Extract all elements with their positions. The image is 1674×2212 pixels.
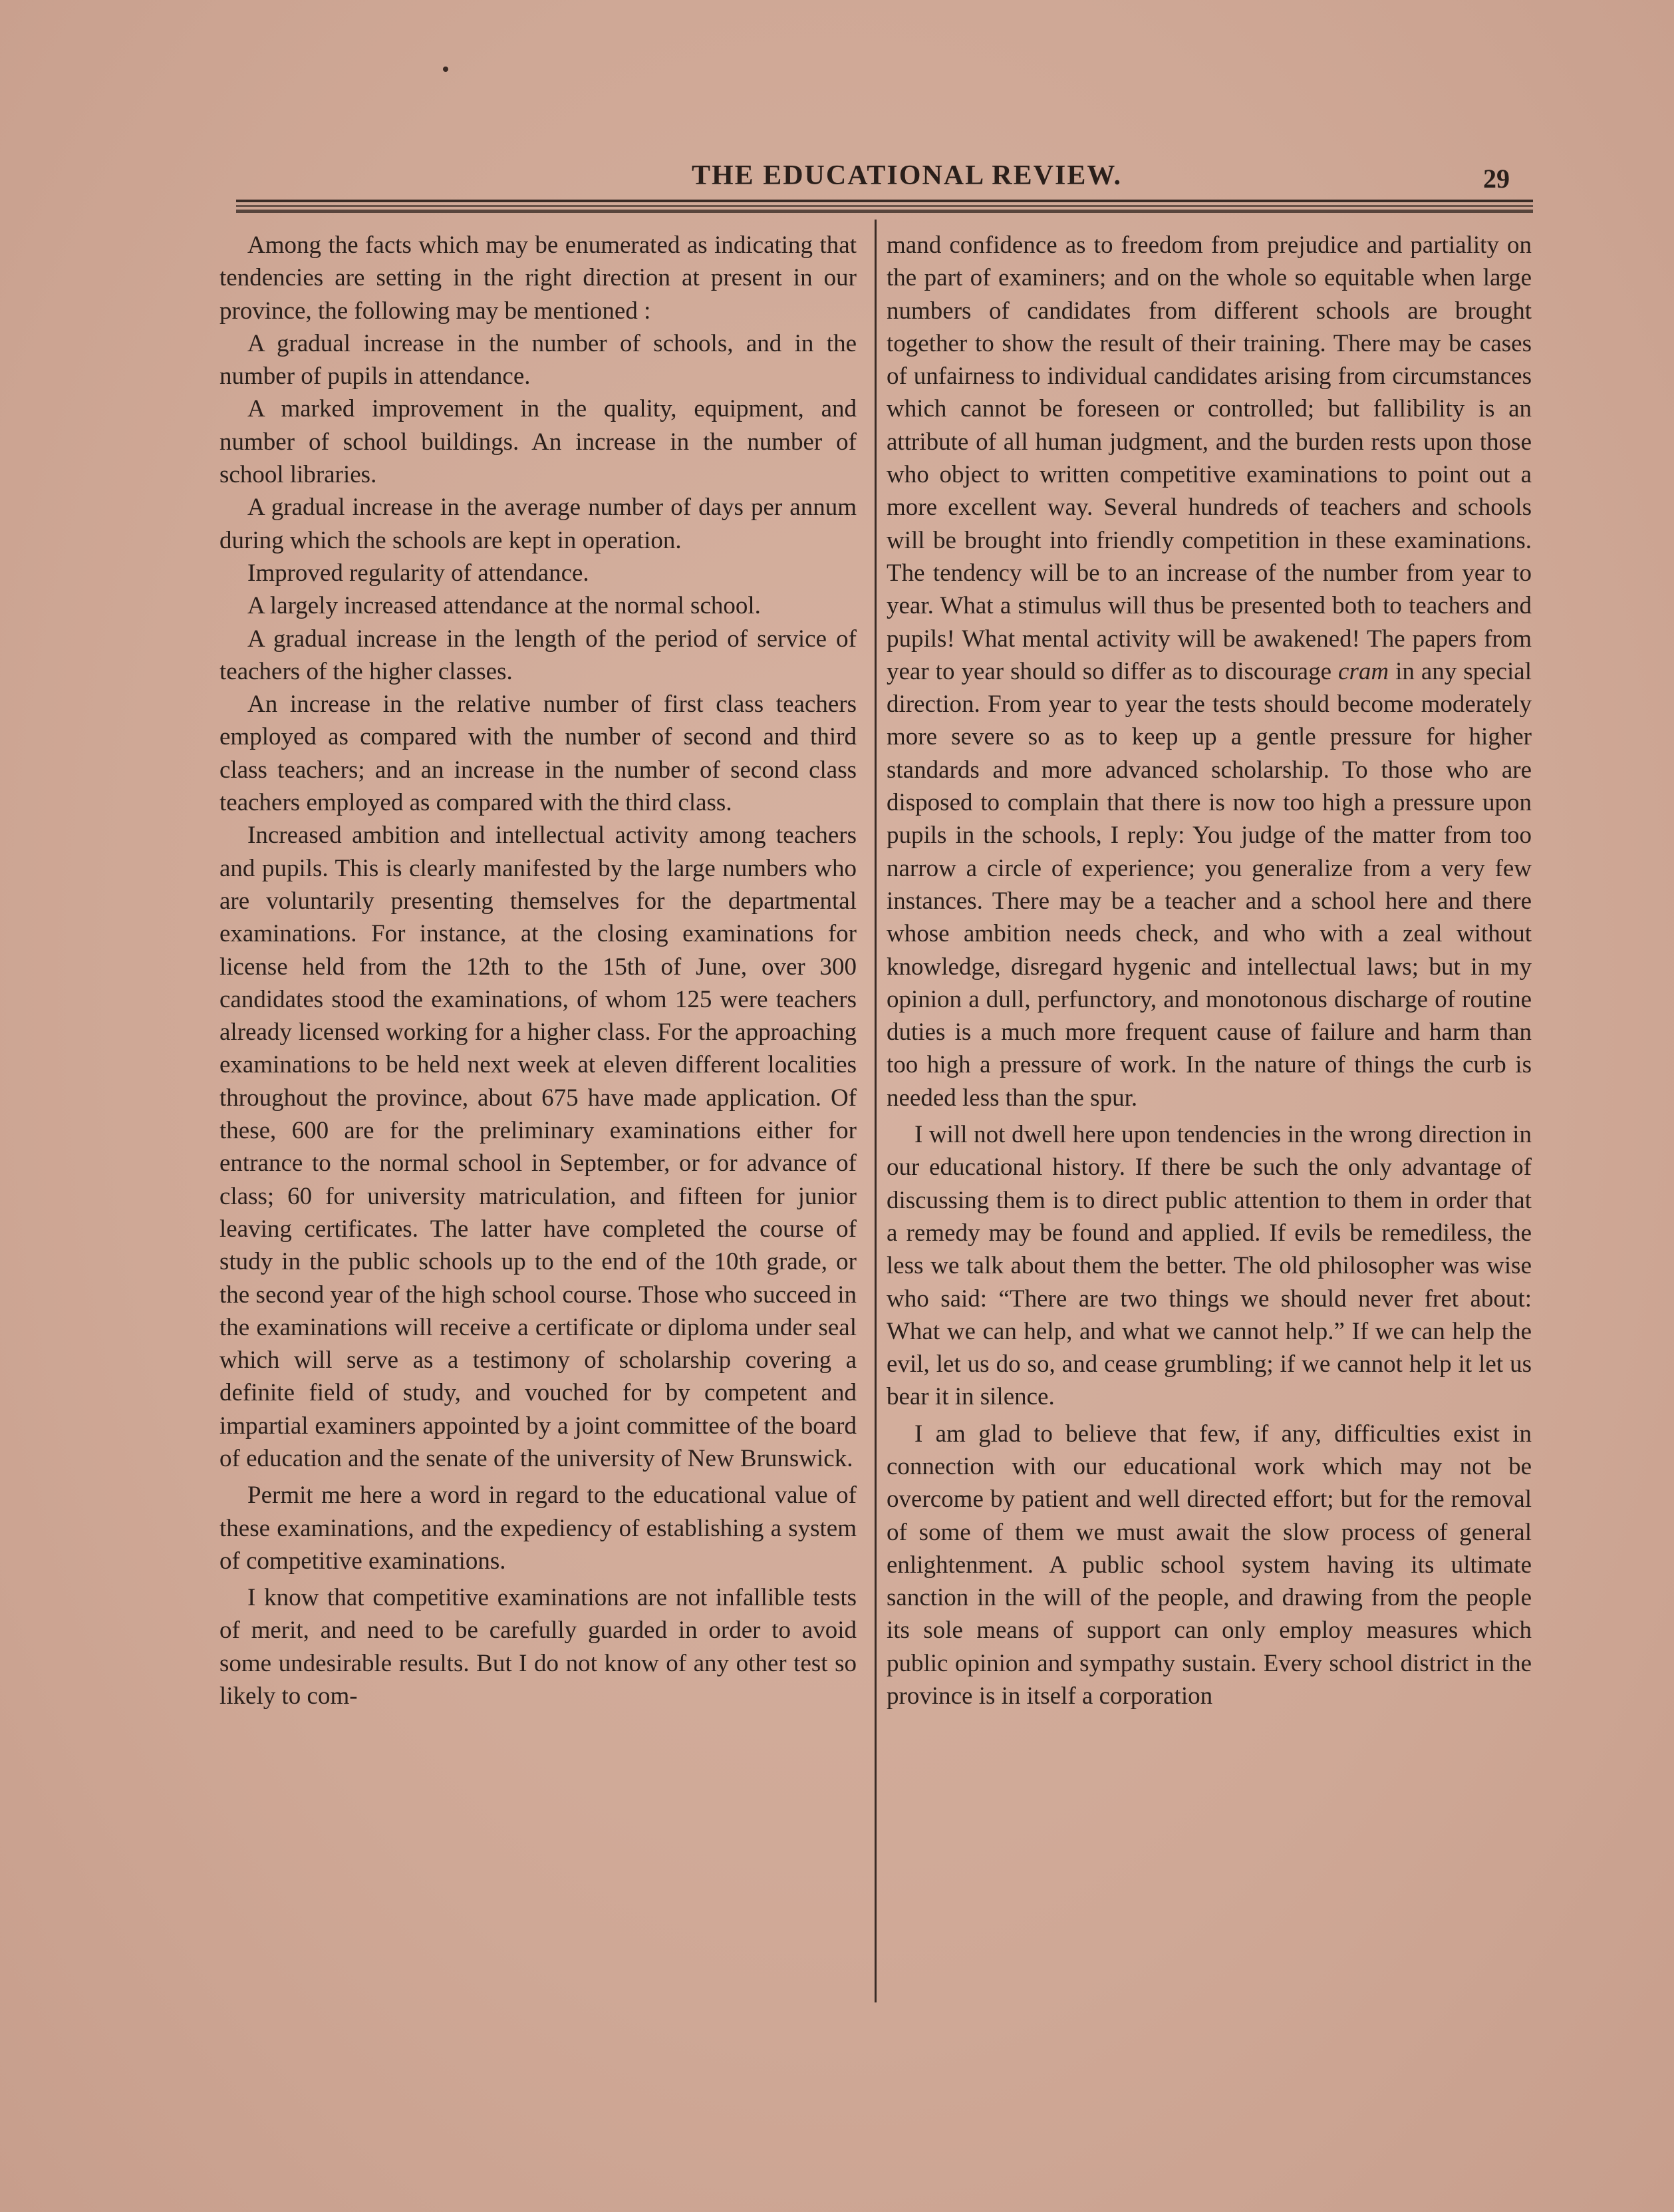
paragraph: A marked improvement in the quality, equipment, and number of school buildings. An increase in the number of school libraries.: [219, 395, 857, 489]
paragraph: A gradual increase in the average number of days per annum during which the schools are kept in operation.: [219, 494, 857, 554]
paragraph: Increased ambition and intellectual activity among teachers and pupils. This is clearly manifested by the large numbers who are voluntarily presenting themselves for the departmental examinations. For instance, at the closing examinations for license held from the 12th to the 15th of June, over 300 candidates stood the examinations, of whom 125 were teachers already licensed working for a higher class. For the approaching examinations to be held next week at eleven different localities throughout the province, about 675 have made application. Of these, 600 are for the preliminary examinations either for entrance to the normal school in September, or for advance of class; 60 for university matriculation, and fifteen for junior leaving certificates. The latter have completed the course of study in the public schools up to the end of the 10th grade, or the second year of the high school course. Those who succeed in the examinations will receive a certificate or diploma under seal which will serve as a testimony of scholarship covering a definite field of study, and vouched for by competent and impartial examiners appointed by a joint committee of the board of education and the senate of the university of New Brunswick.: [219, 822, 857, 1472]
paragraph-text: in any special direction. From year to year the tests should become moderately more severe so as to keep up a gentle pressure for higher standards and more advanced scholarship. To those who are disposed to complain that there is now too high a pressure upon pupils in the schools, I reply: You judge of the matter from too narrow a circle of experience; you generalize from a very few instances. There may be a teacher and a school here and there whose ambition needs check, and who with a zeal without knowledge, disregard hygenic and intellectual laws; but in my opinion a dull, perfunctory, and monotonous discharge of routine duties is a much more frequent cause of failure and harm than too high a pressure of work. In the nature of things the curb is needed less than the spur.: [887, 657, 1532, 1112]
header-rule: [236, 210, 1533, 213]
right-column: [887, 229, 1532, 1712]
ink-speck: [443, 67, 448, 72]
paragraph-text: mand confidence as to freedom from prejudice and partiality on the part of examiners; and on the whole so equitable when large numbers of candidates from different schools are brought together to show the result of their training. There may be cases of unfairness to individual candidates arising from circumstances which cannot be foreseen or controlled; but fallibility is an attribute of all human judgment, and the burden rests upon those who object to written competitive examinations to point out a more excellent way. Several hundreds of teachers and schools will be brought into friendly competition in these examinations. The tendency will be to an increase of the number from year to year. What a stimulus will thus be presented both to teachers and pupils! What mental activity will be awakened! The papers from year to year should so differ as to discourage: [887, 232, 1532, 685]
header-rule: [236, 205, 1533, 207]
column-divider: [875, 220, 877, 2002]
paragraph: A gradual increase in the number of schools, and in the number of pupils in attendance.: [219, 329, 857, 391]
paragraph: A gradual increase in the length of the period of service of teachers of the higher classes.: [219, 625, 857, 685]
paragraph: Improved regularity of attendance.: [247, 559, 589, 587]
paragraph: I know that competitive examinations are not infallible tests of merit, and need to be carefully guarded in order to avoid some undesirable results. But I do not know of any other test so likely to com-: [219, 1584, 857, 1710]
left-column: [219, 229, 857, 1712]
paragraph: A largely increased attendance at the normal school.: [247, 592, 761, 620]
header-rule: [236, 200, 1533, 202]
running-header-title: THE EDUCATIONAL REVIEW.: [692, 160, 1122, 191]
italic-word: cram: [1338, 657, 1389, 685]
page-number: 29: [1483, 164, 1510, 194]
paragraph: I am glad to believe that few, if any, difficulties exist in connection with our educational work which may not be overcome by patient and well directed effort; but for the removal of some of them we must await the slow process of general enlightenment. A public school system having its ultimate sanction in the will of the people, and drawing from the people its sole means of support can only employ measures which public opinion and sympathy sustain. Every school district in the province is in itself a corporation: [887, 1420, 1532, 1710]
paragraph: I will not dwell here upon tendencies in the wrong direction in our educational history. If there be such the only advantage of discussing them is to direct public attention to them in order that a remedy may be found and applied. If evils be remediless, the less we talk about them the better. The old philosopher was wise who said: “There are two things we should never fret about: What we can help, and what we cannot help.” If we can help the evil, let us do so, and cease grumbling; if we cannot help it let us bear it in silence.: [887, 1121, 1532, 1411]
paragraph: An increase in the relative number of first class teachers employed as compared with the number of second and third class teachers; and an increase in the number of second class teachers employed as compared with the third class.: [219, 691, 857, 817]
paragraph: Permit me here a word in regard to the educational value of these examinations, and the expediency of establishing a system of competitive examinations.: [219, 1482, 857, 1575]
paragraph-continued: [887, 229, 1532, 1114]
paragraph: Among the facts which may be enumerated as indicating that tendencies are setting in the right direction at present in our province, the following may be mentioned :: [219, 232, 857, 325]
